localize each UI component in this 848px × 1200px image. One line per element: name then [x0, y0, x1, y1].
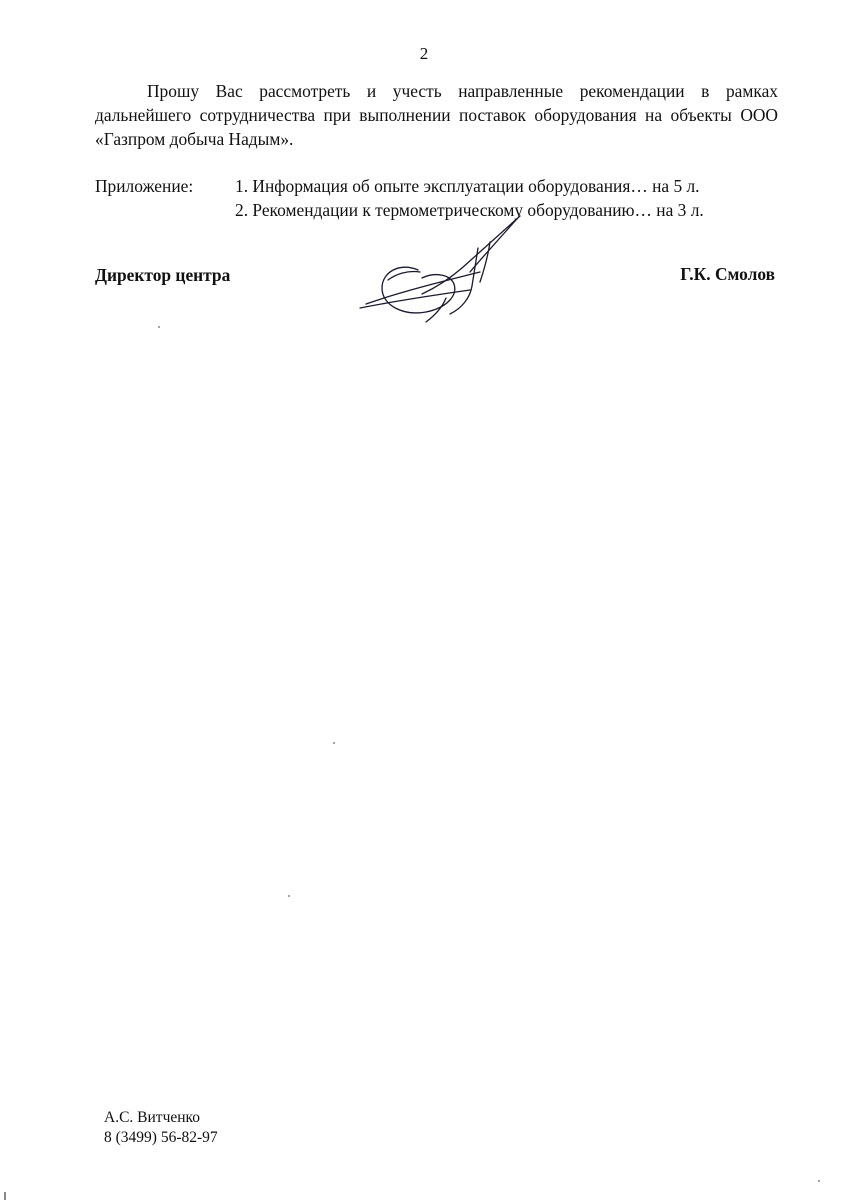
- scan-speck: [288, 895, 290, 897]
- scan-speck: [333, 742, 335, 744]
- appendix-label: Приложение:: [95, 176, 194, 196]
- executor-phone: 8 (3499) 56-82-97: [104, 1129, 218, 1146]
- page-number: 2: [419, 44, 429, 63]
- body-paragraph: Прошу Вас рассмотреть и учесть направленные рекомендации в рамках дальнейшего сотрудничества при выполнении поставок оборудования на объекты ООО «Газпром добыча Надым».: [95, 81, 778, 149]
- scan-speck: [4, 1192, 6, 1200]
- signer-title: Директор центра: [95, 265, 231, 285]
- appendix-item: 1. Информация об опыте эксплуатации оборудования… на 5 л.: [235, 176, 700, 196]
- executor-block: [104, 1108, 218, 1148]
- signer-name: Г.К. Смолов: [680, 264, 775, 284]
- appendix-item: 2. Рекомендации к термометрическому оборудованию… на 3 л.: [235, 200, 704, 220]
- handwritten-signature: [330, 212, 530, 327]
- executor-name: А.С. Витченко: [104, 1109, 201, 1126]
- scan-speck: [158, 326, 160, 328]
- scan-speck: [818, 1180, 820, 1182]
